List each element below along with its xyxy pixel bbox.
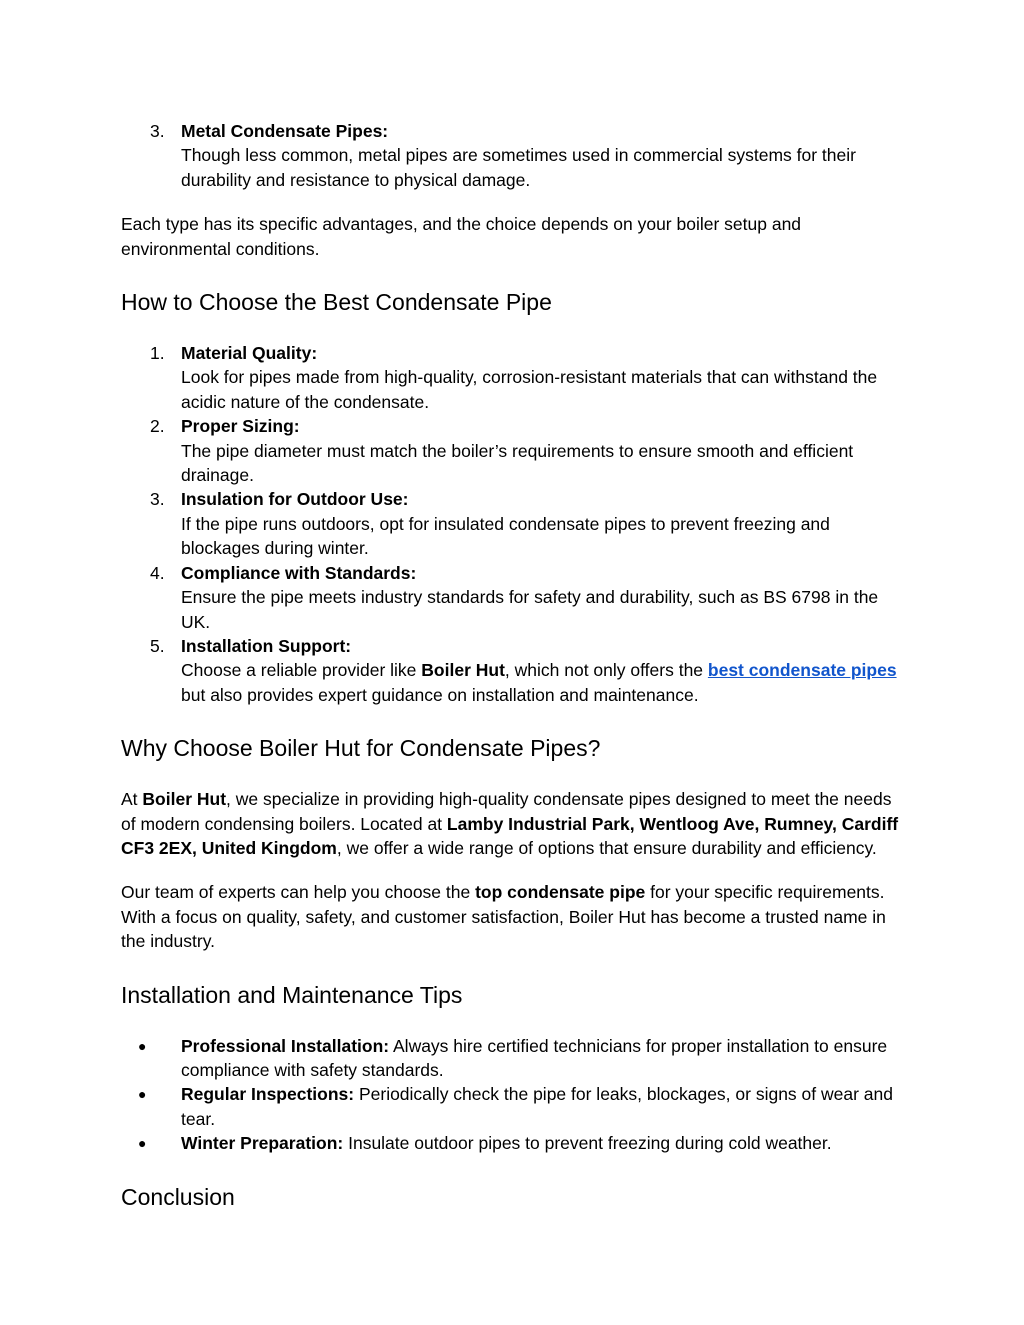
list-number: 3.	[150, 489, 165, 510]
bold-phrase: top condensate pipe	[475, 882, 646, 903]
paragraph: Each type has its specific advantages, and the choice depends on your boiler setup and environmental conditions.	[121, 214, 802, 259]
list-item	[121, 561, 901, 634]
list-item	[121, 1034, 901, 1083]
list-item-title: Metal Condensate Pipes:	[181, 121, 389, 141]
document-content	[121, 119, 901, 1212]
list-number: 5.	[150, 635, 165, 656]
list-item-title: Winter Preparation:	[181, 1133, 344, 1154]
list-number: 3.	[150, 121, 165, 141]
pipe-types-list	[121, 119, 901, 192]
list-item-text: Though less common, metal pipes are sometimes used in commercial systems for their durability and resistance to physical damage.	[181, 145, 856, 190]
paragraph	[121, 880, 901, 953]
text-segment: , we offer a wide range of options that ensure durability and efficiency.	[336, 837, 877, 858]
section-heading-tips: Installation and Maintenance Tips	[121, 981, 463, 1008]
brand-name: Boiler Hut	[142, 789, 227, 810]
list-item	[121, 341, 901, 414]
text-segment: Choose a reliable provider like	[181, 660, 422, 681]
paragraph	[121, 787, 901, 860]
list-number: 1.	[150, 343, 165, 364]
brand-name: Boiler Hut	[421, 660, 505, 681]
list-item-title: Material Quality:	[181, 343, 318, 364]
list-item-title: Insulation for Outdoor Use:	[181, 489, 409, 510]
list-item-text	[181, 660, 897, 704]
bullet-icon: ●	[138, 1135, 147, 1152]
list-item-text: Look for pipes made from high-quality, corrosion-resistant materials that can withstand the acidic nature of the condensate.	[181, 367, 878, 412]
text-segment: for your specific requirements. With a focus on quality, safety, and customer satisfaction, Boiler Hut has become a trusted name in the industry.	[121, 882, 886, 952]
list-item-title: Regular Inspections:	[181, 1084, 355, 1105]
list-item-text: Always hire certified technicians for proper installation to ensure compliance with safety standards.	[181, 1035, 888, 1080]
address: Lamby Industrial Park, Wentloog Ave, Rumney, Cardiff CF3 2EX, United Kingdom	[121, 813, 899, 858]
list-item	[121, 1082, 901, 1131]
list-item-title: Installation Support:	[181, 635, 352, 656]
list-item-text: Ensure the pipe meets industry standards for safety and durability, such as BS 6798 in the UK.	[181, 587, 879, 632]
section-heading-conclusion: Conclusion	[121, 1183, 235, 1210]
best-condensate-pipes-link[interactable]: best condensate pipes	[707, 660, 897, 681]
bullet-icon: ●	[138, 1086, 147, 1103]
list-item	[121, 1131, 901, 1155]
list-item	[121, 119, 901, 192]
list-item-text: Insulate outdoor pipes to prevent freezing during cold weather.	[343, 1133, 832, 1154]
text-segment: Our team of experts can help you choose the	[121, 882, 476, 903]
tips-list	[121, 1034, 901, 1156]
list-number: 2.	[150, 416, 165, 437]
list-item	[121, 634, 901, 707]
list-number: 4.	[150, 562, 165, 583]
bullet-icon: ●	[138, 1037, 147, 1054]
list-item	[121, 487, 901, 560]
list-item-title: Compliance with Standards:	[181, 562, 417, 583]
text-segment: , which not only offers the	[504, 660, 708, 681]
section-heading-why: Why Choose Boiler Hut for Condensate Pipes?	[121, 735, 601, 762]
list-item-text: If the pipe runs outdoors, opt for insulated condensate pipes to prevent freezing and blockages during winter.	[181, 513, 830, 559]
list-item-title: Professional Installation:	[181, 1035, 390, 1056]
choose-list	[121, 341, 901, 707]
section-heading-choose: How to Choose the Best Condensate Pipe	[121, 289, 552, 316]
list-item	[121, 414, 901, 487]
list-item-title: Proper Sizing:	[181, 416, 300, 437]
text-segment: At	[121, 789, 143, 810]
text-segment: but also provides expert guidance on installation and maintenance.	[181, 684, 699, 705]
list-item-text: Periodically check the pipe for leaks, blockages, or signs of wear and tear.	[181, 1084, 893, 1129]
text-segment: , we specialize in providing high-quality condensate pipes designed to meet the needs of modern condensing boilers. Located at	[121, 789, 892, 834]
list-item-text: The pipe diameter must match the boiler’s requirements to ensure smooth and efficient drainage.	[181, 440, 854, 486]
